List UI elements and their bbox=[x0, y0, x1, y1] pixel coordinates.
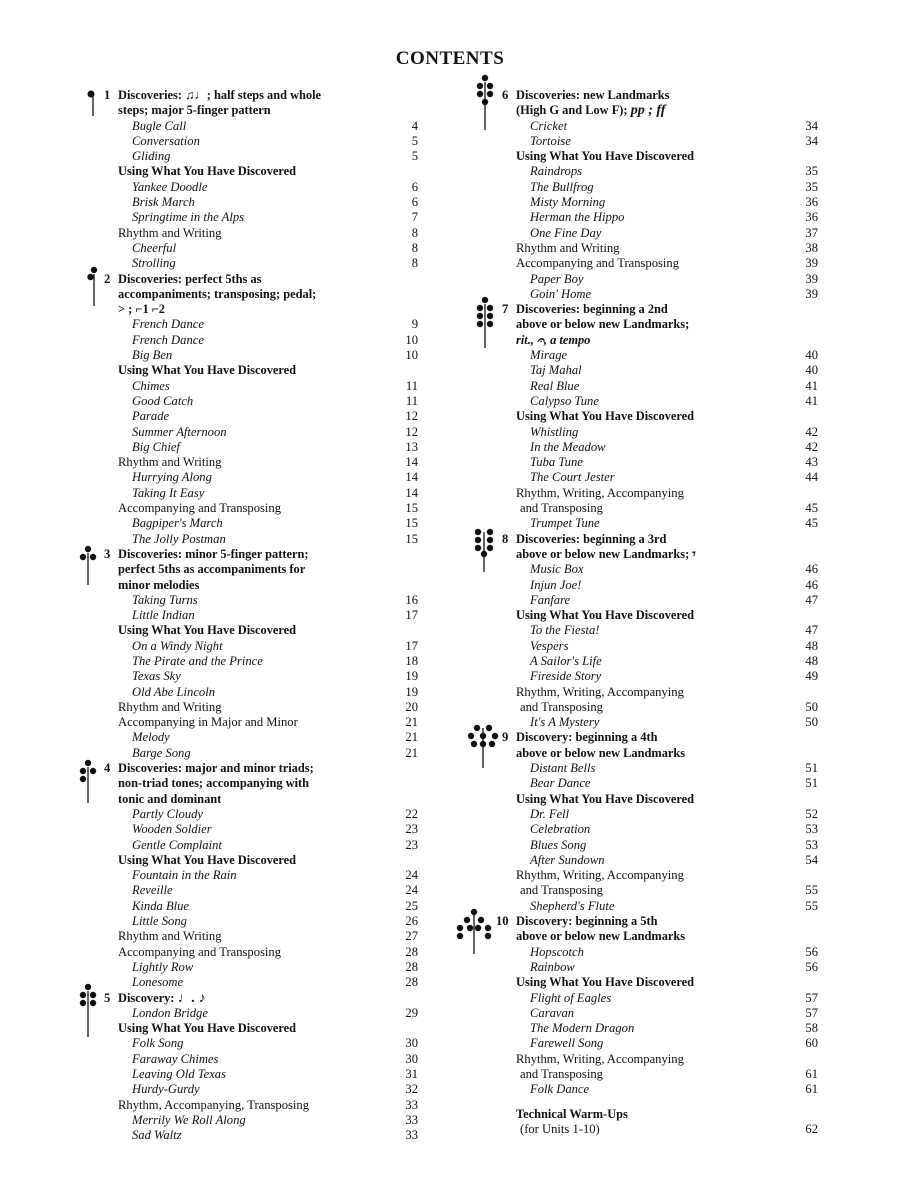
toc-entry[interactable]: Melody 21 bbox=[132, 730, 418, 745]
toc-entry[interactable]: One Fine Day 37 bbox=[530, 225, 818, 240]
toc-entry[interactable]: To the Fiesta! 47 bbox=[530, 623, 818, 638]
unit-9-heading: 9 Discovery: beginning a 4th bbox=[516, 730, 818, 745]
section-heading: Using What You Have Discovered bbox=[516, 409, 695, 424]
toc-entry[interactable]: Rainbow 56 bbox=[530, 959, 818, 974]
toc-entry[interactable]: Wooden Soldier 23 bbox=[132, 822, 418, 837]
toc-entry[interactable]: Rhythm and Writing 27 bbox=[118, 929, 418, 944]
toc-entry[interactable]: Strolling 8 bbox=[132, 256, 418, 271]
tree-icon bbox=[472, 296, 498, 348]
toc-entry[interactable]: and Transposing 45 bbox=[520, 501, 818, 516]
toc-entry[interactable]: Old Abe Lincoln 19 bbox=[132, 684, 418, 699]
unit-1-heading: 1 Discoveries: ♫♩; half steps and whole bbox=[118, 88, 418, 103]
unit-4-heading: 4 Discoveries: major and minor triads; bbox=[118, 761, 418, 776]
toc-entry[interactable]: The Jolly Postman 15 bbox=[132, 531, 418, 546]
unit-3-heading: 3 Discoveries: minor 5-finger pattern; bbox=[118, 547, 418, 562]
section-heading: Using What You Have Discovered bbox=[118, 852, 297, 867]
tree-icon bbox=[470, 528, 500, 572]
toc-entry[interactable]: Cheerful 8 bbox=[132, 240, 418, 255]
toc-entry[interactable]: The Modern Dragon 58 bbox=[530, 1021, 818, 1036]
toc-entry[interactable]: Caravan 57 bbox=[530, 1005, 818, 1020]
section-heading: Using What You Have Discovered bbox=[118, 1021, 297, 1036]
toc-entry[interactable]: Big Chief 13 bbox=[132, 439, 418, 454]
toc-entry[interactable]: Fountain in the Rain 24 bbox=[132, 868, 418, 883]
toc-entry[interactable]: Flight of Eagles 57 bbox=[530, 990, 818, 1005]
toc-entry[interactable]: Yankee Doodle 6 bbox=[132, 179, 418, 194]
toc-entry[interactable]: Bagpiper's March 15 bbox=[132, 516, 418, 531]
section-heading: Using What You Have Discovered bbox=[516, 608, 695, 623]
warmups-entry[interactable]: (for Units 1-10) 62 bbox=[520, 1121, 818, 1136]
toc-entry[interactable]: Little Indian 17 bbox=[132, 608, 418, 623]
toc-entry[interactable]: The Pirate and the Prince 18 bbox=[132, 653, 418, 668]
toc-entry[interactable]: Mirage 40 bbox=[530, 348, 818, 363]
toc-entry[interactable]: It's A Mystery 50 bbox=[530, 715, 818, 730]
unit-4-heading-line2: non-triad tones; accompanying with bbox=[118, 776, 310, 791]
toc-entry[interactable]: Real Blue 41 bbox=[530, 378, 818, 393]
toc-entry[interactable]: Folk Song 30 bbox=[132, 1036, 418, 1051]
toc-entry[interactable]: Rhythm, Writing, Accompanying bbox=[516, 684, 684, 699]
page-title: CONTENTS bbox=[395, 48, 505, 69]
unit-10-heading: 10 Discovery: beginning a 5th bbox=[516, 914, 818, 929]
toc-entry[interactable]: Parade 12 bbox=[132, 409, 418, 424]
contents-right-column bbox=[496, 88, 818, 1137]
toc-entry[interactable]: Injun Joe! 46 bbox=[530, 577, 818, 592]
unit-4-heading-line3: tonic and dominant bbox=[118, 791, 222, 806]
tree-icon bbox=[472, 74, 498, 130]
section-heading: Using What You Have Discovered bbox=[516, 791, 695, 806]
tree-icon bbox=[76, 545, 100, 585]
tree-icon bbox=[466, 724, 500, 768]
toc-entry[interactable]: Lonesome 28 bbox=[132, 975, 418, 990]
toc-entry[interactable]: Rhythm and Writing 38 bbox=[516, 240, 818, 255]
toc-entry[interactable]: Rhythm and Writing 8 bbox=[118, 225, 418, 240]
toc-entry[interactable]: Rhythm and Writing 14 bbox=[118, 455, 418, 470]
toc-entry[interactable]: and Transposing 55 bbox=[520, 883, 818, 898]
unit-3-heading-line3: minor melodies bbox=[118, 577, 200, 592]
toc-entry[interactable]: Fireside Story 49 bbox=[530, 669, 818, 684]
toc-entry[interactable]: Rhythm, Writing, Accompanying bbox=[516, 868, 684, 883]
toc-entry[interactable]: Gentle Complaint 23 bbox=[132, 837, 418, 852]
unit-2-heading: 2 Discoveries: perfect 5ths as bbox=[118, 272, 418, 287]
toc-entry[interactable]: Rhythm, Writing, Accompanying bbox=[516, 485, 684, 500]
toc-entry[interactable]: Celebration 53 bbox=[530, 822, 818, 837]
toc-entry[interactable]: Dr. Fell 52 bbox=[530, 806, 818, 821]
toc-entry[interactable]: Vespers 48 bbox=[530, 638, 818, 653]
section-heading: Using What You Have Discovered bbox=[118, 164, 297, 179]
toc-entry[interactable]: Trumpet Tune 45 bbox=[530, 516, 818, 531]
unit-3-heading-line2: perfect 5ths as accompaniments for bbox=[118, 562, 306, 577]
toc-entry[interactable]: Misty Morning 36 bbox=[530, 195, 818, 210]
toc-entry[interactable]: Barge Song 21 bbox=[132, 745, 418, 760]
toc-entry[interactable]: Faraway Chimes 30 bbox=[132, 1051, 418, 1066]
toc-entry[interactable]: Merrily We Roll Along 33 bbox=[132, 1112, 418, 1127]
toc-entry[interactable]: Distant Bells 51 bbox=[530, 761, 818, 776]
section-heading: Using What You Have Discovered bbox=[516, 975, 695, 990]
toc-entry[interactable]: Herman the Hippo 36 bbox=[530, 210, 818, 225]
unit-6-heading: 6 Discoveries: new Landmarks bbox=[516, 88, 818, 103]
toc-entry[interactable]: Hurrying Along 14 bbox=[132, 470, 418, 485]
unit-8-heading: 8 Discoveries: beginning a 3rd bbox=[516, 532, 818, 547]
toc-entry[interactable]: Accompanying and Transposing 28 bbox=[118, 944, 418, 959]
toc-entry[interactable]: Accompanying in Major and Minor 21 bbox=[118, 715, 418, 730]
toc-entry[interactable]: Raindrops 35 bbox=[530, 164, 818, 179]
unit-8-heading-line2: above or below new Landmarks; 𝄾 bbox=[516, 546, 696, 561]
toc-entry[interactable]: and Transposing 50 bbox=[520, 699, 818, 714]
toc-entry[interactable]: Tortoise 34 bbox=[530, 133, 818, 148]
toc-entry[interactable]: Chimes 11 bbox=[132, 378, 418, 393]
unit-10-heading-line2: above or below new Landmarks bbox=[516, 929, 686, 944]
toc-entry[interactable]: Farewell Song 60 bbox=[530, 1036, 818, 1051]
unit-1-heading-line2: steps; major 5-finger pattern bbox=[118, 103, 271, 118]
warmups-heading[interactable]: Technical Warm-Ups bbox=[516, 1106, 628, 1121]
toc-entry[interactable]: Blues Song 53 bbox=[530, 837, 818, 852]
contents-left-column bbox=[104, 88, 418, 1143]
toc-entry[interactable]: and Transposing 61 bbox=[520, 1067, 818, 1081]
toc-entry[interactable]: On a Windy Night 17 bbox=[132, 638, 418, 653]
toc-entry[interactable]: Goin' Home 39 bbox=[530, 286, 818, 301]
toc-entry[interactable]: Calypso Tune 41 bbox=[530, 393, 818, 408]
section-heading: Using What You Have Discovered bbox=[516, 149, 695, 164]
toc-entry[interactable]: Shepherd's Flute 55 bbox=[530, 898, 818, 913]
toc-entry[interactable]: Bugle Call 4 bbox=[132, 118, 418, 133]
unit-7-heading: 7 Discoveries: beginning a 2nd bbox=[516, 302, 818, 317]
toc-entry[interactable]: Sad Waltz 33 bbox=[132, 1128, 418, 1143]
toc-entry[interactable]: Summer Afternoon 12 bbox=[132, 424, 418, 439]
unit-9-heading-line2: above or below new Landmarks bbox=[516, 745, 686, 760]
toc-entry[interactable]: Rhythm, Writing, Accompanying bbox=[516, 1051, 684, 1066]
dotted-quarter-eighth-glyph: ♩. ♪ bbox=[177, 990, 206, 1006]
section-heading: Using What You Have Discovered bbox=[118, 363, 297, 378]
toc-entry[interactable]: After Sundown 54 bbox=[530, 852, 818, 867]
toc-entry[interactable]: In the Meadow 42 bbox=[530, 439, 818, 454]
toc-entry[interactable]: A Sailor's Life 48 bbox=[530, 653, 818, 668]
toc-entry[interactable]: The Court Jester 44 bbox=[530, 470, 818, 485]
toc-entry[interactable]: Reveille 24 bbox=[132, 883, 418, 898]
toc-entry[interactable]: Hopscotch 56 bbox=[530, 944, 818, 959]
toc-entry[interactable]: London Bridge 29 bbox=[132, 1005, 418, 1020]
toc-entry[interactable]: Rhythm and Writing 20 bbox=[118, 699, 418, 714]
unit-7-heading-line2: above or below new Landmarks; bbox=[516, 317, 690, 332]
tree-icon bbox=[76, 983, 100, 1037]
toc-entry[interactable]: Tuba Tune 43 bbox=[530, 455, 818, 470]
toc-entry[interactable]: French Dance 9 bbox=[132, 317, 418, 332]
unit-2-heading-line2: accompaniments; transposing; pedal; bbox=[118, 286, 317, 301]
toc-entry[interactable]: Texas Sky 19 bbox=[132, 669, 418, 684]
toc-entry[interactable]: French Dance 10 bbox=[132, 332, 418, 347]
toc-entry[interactable]: Folk Dance 61 bbox=[530, 1082, 818, 1097]
toc-entry[interactable]: Rhythm, Accompanying, Transposing 33 bbox=[118, 1097, 418, 1112]
tree-icon bbox=[86, 90, 100, 116]
unit-2-heading-line3: > ; ⌐1 ⌐2 bbox=[118, 302, 165, 317]
section-heading: Using What You Have Discovered bbox=[118, 623, 297, 638]
toc-entry[interactable]: Taj Mahal 40 bbox=[530, 363, 818, 378]
toc-entry[interactable]: Big Ben 10 bbox=[132, 348, 418, 363]
toc-entry[interactable]: Little Song 26 bbox=[132, 914, 418, 929]
toc-entry[interactable]: Gliding 5 bbox=[132, 149, 418, 164]
toc-entry[interactable]: Brisk March 6 bbox=[132, 195, 418, 210]
toc-entry[interactable]: Taking It Easy 14 bbox=[132, 485, 418, 500]
toc-entry[interactable]: Lightly Row 28 bbox=[132, 959, 418, 974]
unit-7-heading-line3: rit., 𝄐, a tempo bbox=[516, 332, 591, 347]
unit-6-heading-line2: (High G and Low F); bbox=[516, 103, 628, 118]
toc-entry[interactable]: Paper Boy 39 bbox=[530, 271, 818, 286]
toc-entry[interactable]: Kinda Blue 25 bbox=[132, 898, 418, 913]
unit-5-heading: 5 Discovery: ♩. ♪ bbox=[118, 991, 418, 1006]
toc-entry[interactable]: Fanfare 47 bbox=[530, 592, 818, 607]
toc-entry[interactable]: Partly Cloudy 22 bbox=[132, 806, 418, 821]
toc-entry[interactable]: Accompanying and Transposing 15 bbox=[118, 501, 418, 516]
tree-icon bbox=[76, 759, 100, 803]
toc-entry[interactable]: Good Catch 11 bbox=[132, 393, 418, 408]
dynamics-glyph: pp ; ff bbox=[630, 103, 666, 119]
toc-entry[interactable]: Conversation 5 bbox=[132, 133, 418, 148]
toc-entry[interactable]: Leaving Old Texas 31 bbox=[132, 1067, 418, 1081]
toc-entry[interactable]: Accompanying and Transposing 39 bbox=[516, 256, 818, 271]
tree-icon bbox=[86, 266, 102, 306]
toc-entry[interactable]: Taking Turns 16 bbox=[132, 592, 418, 607]
toc-entry[interactable]: Whistling 42 bbox=[530, 424, 818, 439]
toc-entry[interactable]: Music Box 46 bbox=[530, 562, 818, 577]
toc-entry[interactable]: Springtime in the Alps 7 bbox=[132, 210, 418, 225]
toc-entry[interactable]: Bear Dance 51 bbox=[530, 776, 818, 791]
toc-entry[interactable]: Hurdy-Gurdy 32 bbox=[132, 1082, 418, 1097]
toc-entry[interactable]: The Bullfrog 35 bbox=[530, 179, 818, 194]
toc-entry[interactable]: Cricket 34 bbox=[530, 118, 818, 133]
tree-icon bbox=[454, 908, 494, 954]
